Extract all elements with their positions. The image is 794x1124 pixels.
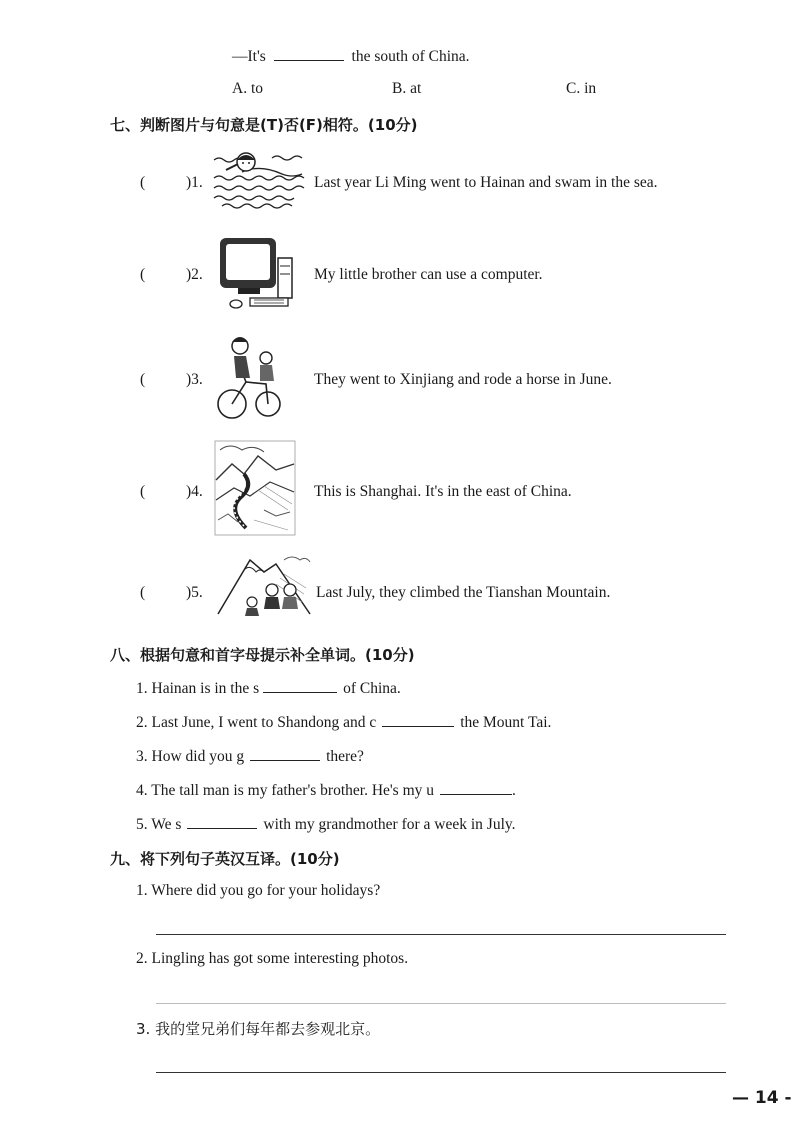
answer-paren-open[interactable]: ( [140, 266, 146, 283]
answer-blank[interactable] [250, 746, 320, 761]
translate-item-3: 3. 我的堂兄弟们每年都去参观北京。 [136, 1020, 381, 1038]
fill-item-text: 2. Last June, I went to Shandong and c [136, 714, 377, 731]
translate-item-1: 1. Where did you go for your holidays? [136, 882, 381, 899]
answer-blank[interactable] [440, 780, 512, 795]
answer-line[interactable] [156, 1072, 726, 1073]
item-number: )5. [186, 584, 203, 601]
answer-blank[interactable] [382, 712, 454, 727]
answer-paren-open[interactable]: ( [140, 174, 146, 191]
fill-item-4 [136, 780, 516, 800]
option-c[interactable]: C. in [566, 80, 597, 97]
swimmer-icon [212, 148, 312, 210]
computer-icon [214, 234, 300, 312]
item-sentence: Last year Li Ming went to Hainan and swam in the sea. [314, 174, 658, 191]
fill-item-text: with my grandmother for a week in July. [263, 816, 516, 833]
answer-line[interactable] [156, 934, 726, 935]
question-prefix: —It's [232, 48, 266, 65]
section-heading-8: 八、根据句意和首字母提示补全单词。(10分) [110, 646, 415, 664]
answer-paren-open[interactable]: ( [140, 483, 146, 500]
item-number: )3. [186, 371, 203, 388]
item-number: )4. [186, 483, 203, 500]
fill-item-text: 1. Hainan is in the s [136, 680, 260, 697]
answer-blank[interactable] [263, 678, 337, 693]
fill-item-3 [136, 746, 364, 766]
section-heading-7: 七、判断图片与句意是(T)否(F)相符。(10分) [110, 116, 418, 134]
fill-item-text: 3. How did you g [136, 748, 245, 765]
answer-line[interactable] [156, 1003, 726, 1004]
bicycle-riders-icon [214, 332, 286, 424]
answer-blank[interactable] [187, 814, 257, 829]
answer-blank[interactable] [274, 46, 344, 61]
section-heading-9: 九、将下列句子英汉互译。(10分) [110, 850, 340, 868]
answer-paren-open[interactable]: ( [140, 371, 146, 388]
page-number: — 14 - [732, 1088, 792, 1108]
fill-item-2 [136, 712, 551, 732]
translate-item-2: 2. Lingling has got some interesting photos. [136, 950, 409, 967]
item-sentence: This is Shanghai. It's in the east of China. [314, 483, 572, 500]
item-sentence: My little brother can use a computer. [314, 266, 543, 283]
fill-item-text: . [512, 782, 516, 799]
fill-item-text: 4. The tall man is my father's brother. He's my u [136, 782, 435, 799]
item-number: )2. [186, 266, 203, 283]
item-sentence: They went to Xinjiang and rode a horse in June. [314, 371, 612, 388]
fill-item-text: of China. [343, 680, 401, 697]
answer-paren-open[interactable]: ( [140, 584, 146, 601]
option-a[interactable]: A. to [232, 80, 263, 97]
question-suffix: the south of China. [351, 48, 470, 65]
question-line [232, 46, 470, 66]
fill-item-5 [136, 814, 516, 834]
item-sentence: Last July, they climbed the Tianshan Mountain. [316, 584, 611, 601]
great-wall-icon [214, 440, 296, 536]
fill-item-text: there? [326, 748, 364, 765]
fill-item-text: 5. We s [136, 816, 182, 833]
option-b[interactable]: B. at [392, 80, 422, 97]
mountain-climbers-icon [214, 550, 314, 618]
fill-item-text: the Mount Tai. [460, 714, 552, 731]
item-number: )1. [186, 174, 203, 191]
fill-item-1 [136, 678, 401, 698]
